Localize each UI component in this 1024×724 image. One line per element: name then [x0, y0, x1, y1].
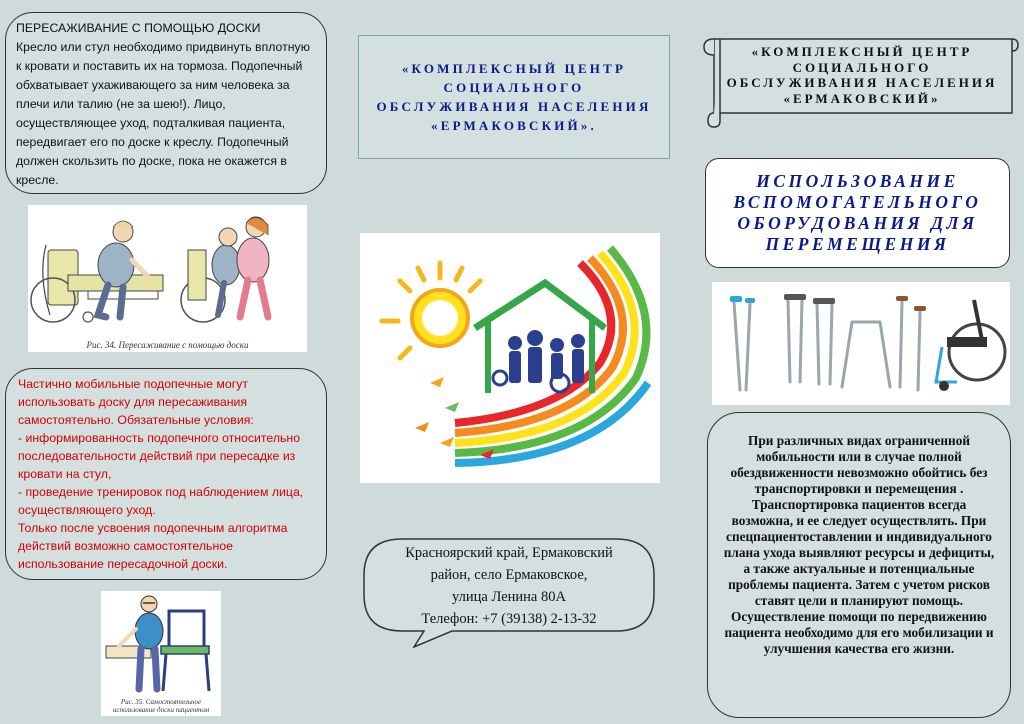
- center-organization-title-box: [358, 35, 670, 159]
- transfer-board-drawing: [28, 205, 307, 335]
- figure-34-caption: Рис. 34. Пересаживание с помощью доски: [86, 340, 249, 350]
- address-line: район, село Ермаковское,: [430, 567, 588, 583]
- transfer-text: Кресло или стул необходимо придвинуть вплотную к кровати и поставить их на тормоза. Подопечный обхватывает ухаживающего за ним человека за плечи или талию (не за шею!). Лицо, осуществляющее уход, подталкивая пациента, передвигает его по доске к креслу. Подопечный должен скользить по доске, пока не окажется в кресле.: [16, 40, 310, 187]
- logo-drawing: [360, 233, 660, 483]
- address-line: Красноярский край, Ермаковский: [405, 545, 613, 561]
- figure-35-caption: Рис. 35. Самостоятельное использование доски пациентом: [112, 698, 210, 714]
- center-organization-title: «КОМПЛЕКСНЫЙ ЦЕНТР СОЦИАЛЬНОГО ОБСЛУЖИВАНИЯ НАСЕЛЕНИЯ «ЕРМАКОВСКИЙ».: [376, 61, 652, 133]
- topic-title-box: [705, 158, 1010, 268]
- phone-line: Телефон: +7 (39138) 2-13-32: [421, 611, 597, 627]
- self-transfer-drawing: [101, 591, 221, 696]
- transfer-board-illustration: [28, 205, 307, 352]
- mobility-info-text: При различных видах ограниченной мобильности или в случае полной обездвиженности невозможно обойтись без транспортировки и перемещения . Транспортировка пациентов всегда возможна, и ее следует осуществлять. При спецпациентоставлении и индивидуального плана ухода выявляют ресурсы и дефициты, а также актуальные и потенциальные проблемы пациента. Затем с учетом рисков ставят цели и планируют помощь. Осуществление помощи по передвижению пациента необходимо для его мобилизации и улучшения качества его жизни.: [723, 433, 995, 656]
- organization-logo: [360, 233, 660, 483]
- mobility-aids-drawing: [712, 282, 1010, 405]
- address-block: [380, 542, 638, 630]
- partial-mobility-text: Частично мобильные подопечные могут использовать доску для пересаживания самостоятельно. Обязательные условия: - информированность подопечного относительно последовательности действий при пересадке из кровати на стул, - проведение тренировок под наблюдением лица, осуществляющего уход. Только после усвоения подопечным алгоритма действий возможно самостоятельное использование пересадочной доски.: [18, 377, 304, 571]
- partial-mobility-box: [5, 368, 327, 580]
- mobility-info-box: [707, 412, 1011, 718]
- address-line: улица Ленина 80А: [452, 589, 566, 605]
- right-organization-title: «КОМПЛЕКСНЫЙ ЦЕНТР СОЦИАЛЬНОГО ОБСЛУЖИВАНИЯ НАСЕЛЕНИЯ «ЕРМАКОВСКИЙ»: [726, 44, 998, 106]
- topic-title: ИСПОЛЬЗОВАНИЕ ВСПОМОГАТЕЛЬНОГО ОБОРУДОВАНИЯ ДЛЯ ПЕРЕМЕЩЕНИЯ: [733, 171, 982, 254]
- transfer-instructions-box: [5, 12, 327, 194]
- self-transfer-illustration: [101, 591, 221, 716]
- transfer-title: ПЕРЕСАЖИВАНИЕ С ПОМОЩЬЮ ДОСКИ: [16, 21, 261, 35]
- mobility-aids-illustration: [712, 282, 1010, 405]
